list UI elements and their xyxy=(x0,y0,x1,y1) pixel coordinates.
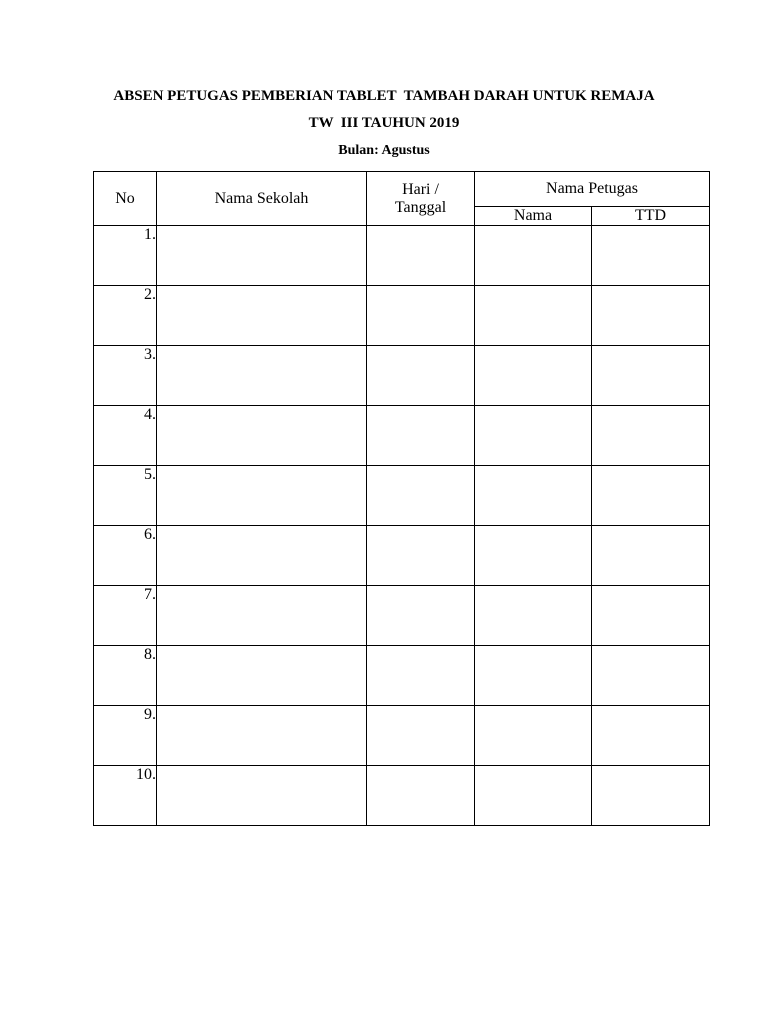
cell-nama-sekolah xyxy=(157,466,367,526)
header-nama-label: Nama xyxy=(513,207,553,224)
cell-hari-tanggal xyxy=(367,286,475,346)
cell-ttd xyxy=(592,526,710,586)
header-ttd xyxy=(592,207,710,226)
table-row xyxy=(94,526,710,586)
row-number: 1. xyxy=(94,226,157,286)
row-number: 2. xyxy=(94,286,157,346)
attendance-table xyxy=(93,171,710,826)
row-number: 8. xyxy=(94,646,157,706)
cell-ttd xyxy=(592,286,710,346)
cell-nama xyxy=(475,286,592,346)
cell-nama-sekolah xyxy=(157,346,367,406)
cell-hari-tanggal xyxy=(367,466,475,526)
row-number: 4. xyxy=(94,406,157,466)
table-row xyxy=(94,586,710,646)
header-nama xyxy=(475,207,592,226)
header-nama-sekolah-label: Nama Sekolah xyxy=(214,189,309,207)
cell-nama-sekolah xyxy=(157,526,367,586)
row-number: 6. xyxy=(94,526,157,586)
cell-nama-sekolah xyxy=(157,706,367,766)
row-number: 3. xyxy=(94,346,157,406)
cell-ttd xyxy=(592,706,710,766)
cell-nama xyxy=(475,406,592,466)
cell-hari-tanggal xyxy=(367,526,475,586)
cell-hari-tanggal xyxy=(367,226,475,286)
header-no xyxy=(94,172,157,226)
header-no-label: No xyxy=(115,189,135,207)
table-row xyxy=(94,466,710,526)
header-hari-tanggal xyxy=(367,172,475,226)
row-number: 5. xyxy=(94,466,157,526)
table-row xyxy=(94,706,710,766)
cell-nama xyxy=(475,766,592,826)
header-nama-petugas xyxy=(475,172,710,207)
table-row xyxy=(94,286,710,346)
cell-ttd xyxy=(592,226,710,286)
cell-ttd xyxy=(592,586,710,646)
cell-ttd xyxy=(592,646,710,706)
table-body xyxy=(94,226,710,826)
cell-nama xyxy=(475,466,592,526)
table-header xyxy=(94,172,710,226)
cell-nama xyxy=(475,646,592,706)
cell-nama xyxy=(475,706,592,766)
cell-nama-sekolah xyxy=(157,226,367,286)
cell-ttd xyxy=(592,466,710,526)
cell-nama-sekolah xyxy=(157,586,367,646)
cell-ttd xyxy=(592,346,710,406)
document-subtitle: TW III TAUHUN 2019 xyxy=(308,115,460,131)
table-row xyxy=(94,406,710,466)
cell-hari-tanggal xyxy=(367,346,475,406)
header-nama-sekolah xyxy=(157,172,367,226)
cell-nama-sekolah xyxy=(157,406,367,466)
header-ttd-label: TTD xyxy=(634,207,667,224)
cell-nama-sekolah xyxy=(157,766,367,826)
row-number: 10. xyxy=(94,766,157,826)
cell-nama xyxy=(475,526,592,586)
table-row xyxy=(94,646,710,706)
cell-nama xyxy=(475,586,592,646)
row-number: 7. xyxy=(94,586,157,646)
cell-hari-tanggal xyxy=(367,586,475,646)
header-hari-label: Hari / xyxy=(402,180,439,198)
cell-hari-tanggal xyxy=(367,646,475,706)
table-row xyxy=(94,226,710,286)
header-tanggal-label: Tanggal xyxy=(394,198,447,216)
cell-nama-sekolah xyxy=(157,646,367,706)
cell-hari-tanggal xyxy=(367,706,475,766)
month-label: Bulan: Agustus xyxy=(338,143,430,158)
table-row xyxy=(94,766,710,826)
row-number: 9. xyxy=(94,706,157,766)
cell-ttd xyxy=(592,766,710,826)
cell-nama xyxy=(475,346,592,406)
header-nama-petugas-label: Nama Petugas xyxy=(546,180,638,197)
cell-hari-tanggal xyxy=(367,766,475,826)
table-row xyxy=(94,346,710,406)
document-title: ABSEN PETUGAS PEMBERIAN TABLET TAMBAH DARAH UNTUK REMAJA xyxy=(113,88,655,104)
cell-hari-tanggal xyxy=(367,406,475,466)
cell-nama-sekolah xyxy=(157,286,367,346)
cell-nama xyxy=(475,226,592,286)
cell-ttd xyxy=(592,406,710,466)
